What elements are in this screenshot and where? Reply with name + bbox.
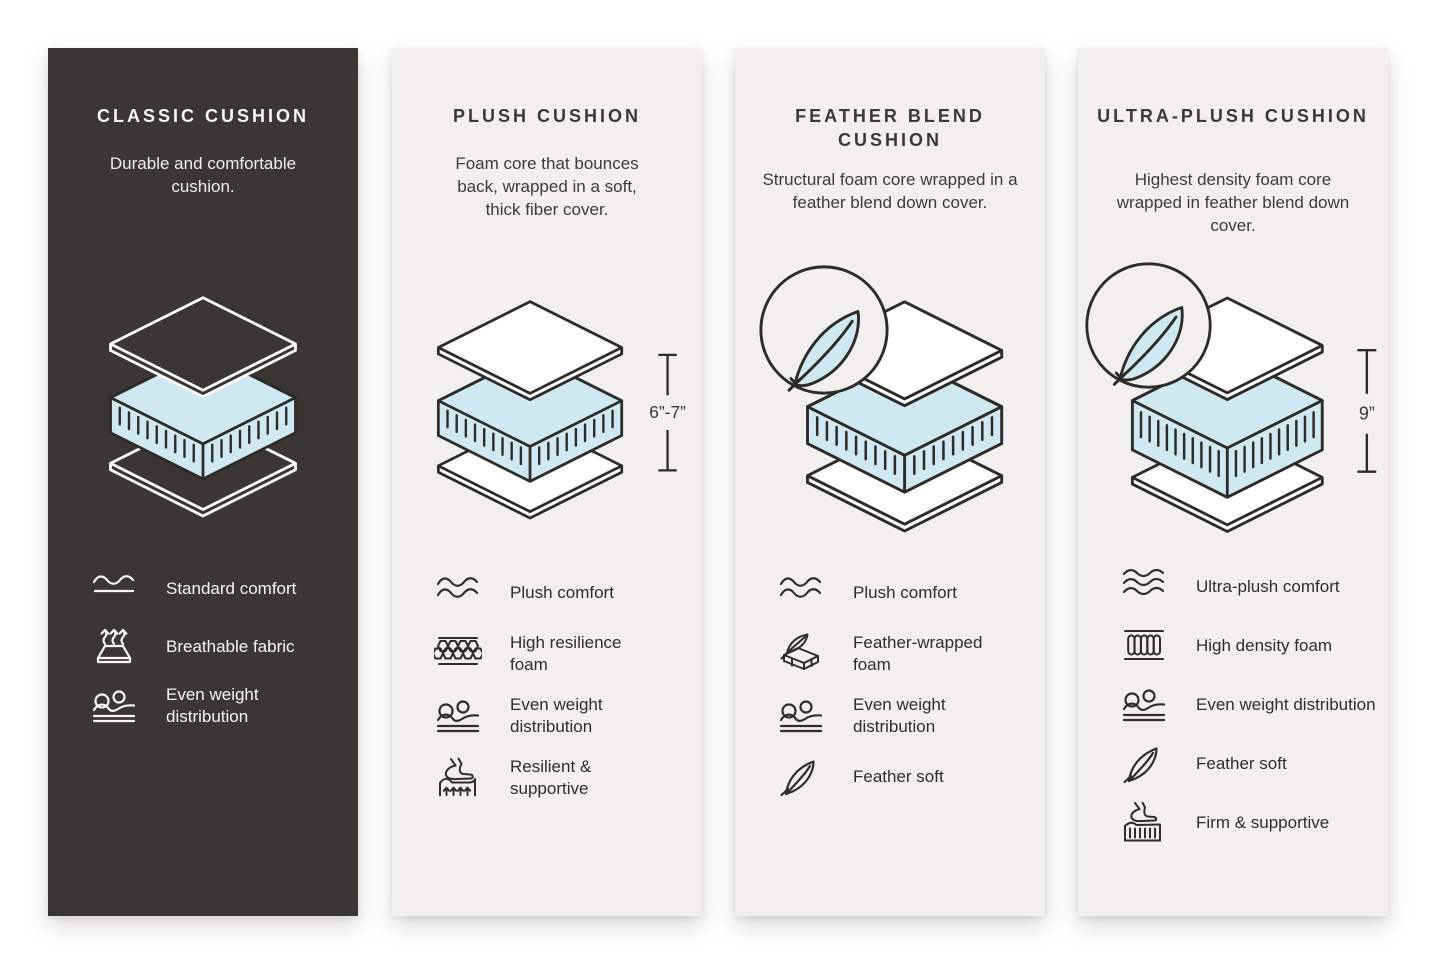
- feature-label: Resilient & supportive: [510, 757, 592, 798]
- feature-label: Plush comfort: [510, 583, 614, 602]
- feature-label: Breathable fabric: [166, 637, 295, 656]
- feather-badge: [1087, 264, 1210, 387]
- cushion-stack-graphic: [1083, 260, 1383, 541]
- panel-ultra-plush-cushion: [1078, 48, 1388, 916]
- even-weight-icon: [777, 695, 825, 737]
- feature-row: [777, 632, 1039, 676]
- feature-label: Firm & supportive: [1196, 813, 1330, 832]
- density-foam-icon: [1120, 625, 1168, 667]
- cushion-layers-illustration: [757, 263, 1025, 545]
- panel-description: Foam core that bounces back, wrapped in a soft, thick fiber cover.: [455, 154, 639, 219]
- double-wave-comfort-icon: [777, 572, 825, 614]
- panel-title: FEATHER BLEND CUSHION: [795, 106, 985, 150]
- feature-label: Even weight distribution: [510, 695, 603, 736]
- even-weight-icon: [90, 685, 138, 727]
- foot-support-icon: [434, 757, 482, 799]
- feather-wrapped-foam-icon: [777, 633, 825, 675]
- feature-row: [1120, 566, 1382, 608]
- feature-row: [434, 756, 696, 800]
- even-weight-icon: [1120, 684, 1168, 726]
- panel-feather-blend-cushion: [735, 48, 1045, 916]
- cushion-stack-graphic: [92, 294, 314, 521]
- feature-label: Even weight distribution: [166, 685, 259, 726]
- top-layer: [438, 302, 621, 400]
- feature-row: [434, 572, 696, 614]
- honeycomb-foam-icon: [434, 633, 482, 675]
- feature-list: [777, 572, 1039, 798]
- cushion-layers-illustration: [420, 298, 718, 523]
- panel-title: PLUSH CUSHION: [452, 106, 641, 126]
- feature-row: [1120, 684, 1382, 726]
- foot-on-coils-icon: [1120, 802, 1168, 844]
- panel-plush-cushion: [392, 48, 702, 916]
- feature-label: Ultra-plush comfort: [1196, 577, 1340, 596]
- feather-badge: [761, 267, 887, 393]
- height-dimension-label: 9”: [1358, 403, 1375, 424]
- feather-icon: [777, 756, 825, 798]
- feature-label: Even weight distribution: [853, 695, 946, 736]
- top-layer: [111, 298, 296, 397]
- feature-row: [434, 694, 696, 738]
- triple-wave-comfort-icon: [1120, 566, 1168, 608]
- feature-label: Standard comfort: [166, 579, 297, 598]
- feature-label: Feather soft: [1196, 754, 1287, 773]
- feature-row: [777, 572, 1039, 614]
- cushion-stack-graphic: [420, 298, 718, 523]
- double-wave-comfort-icon: [434, 572, 482, 614]
- feature-label: Feather-wrapped foam: [853, 633, 983, 674]
- feature-label: Feather soft: [853, 767, 944, 786]
- breathable-fabric-icon: [90, 626, 138, 668]
- feature-row: [434, 632, 696, 676]
- feature-list: [1120, 566, 1382, 844]
- feature-row: [90, 626, 352, 668]
- cushion-layers-illustration: [92, 294, 314, 521]
- feature-row: [777, 694, 1039, 738]
- feature-row: [1120, 802, 1382, 844]
- panel-title: CLASSIC CUSHION: [96, 106, 309, 126]
- feature-row: [90, 684, 352, 728]
- feature-row: [777, 756, 1039, 798]
- feature-label: Plush comfort: [853, 583, 957, 602]
- height-dimension-label: 6”-7”: [649, 402, 686, 423]
- wave-comfort-icon: [90, 568, 138, 610]
- panel-description: Durable and comfortable cushion.: [109, 154, 297, 196]
- panel-classic-cushion: [48, 48, 358, 916]
- feature-label: High density foam: [1196, 636, 1333, 655]
- panel-description: Structural foam core wrapped in a feather blend down cover.: [762, 170, 1018, 212]
- feature-label: Even weight distribution: [1196, 695, 1376, 714]
- panel-description: Highest density foam core wrapped in feather blend down cover.: [1116, 170, 1350, 235]
- even-weight-icon: [434, 695, 482, 737]
- feature-row: [1120, 625, 1382, 667]
- feature-list: [434, 572, 696, 800]
- feather-icon: [1120, 743, 1168, 785]
- feature-row: [90, 568, 352, 610]
- feature-row: [1120, 743, 1382, 785]
- feature-list: [90, 568, 352, 728]
- feature-label: High resilience foam: [510, 633, 622, 674]
- panel-title: ULTRA-PLUSH CUSHION: [1097, 106, 1369, 126]
- cushion-stack-graphic: [757, 263, 1025, 545]
- cushion-layers-illustration: [1083, 260, 1383, 541]
